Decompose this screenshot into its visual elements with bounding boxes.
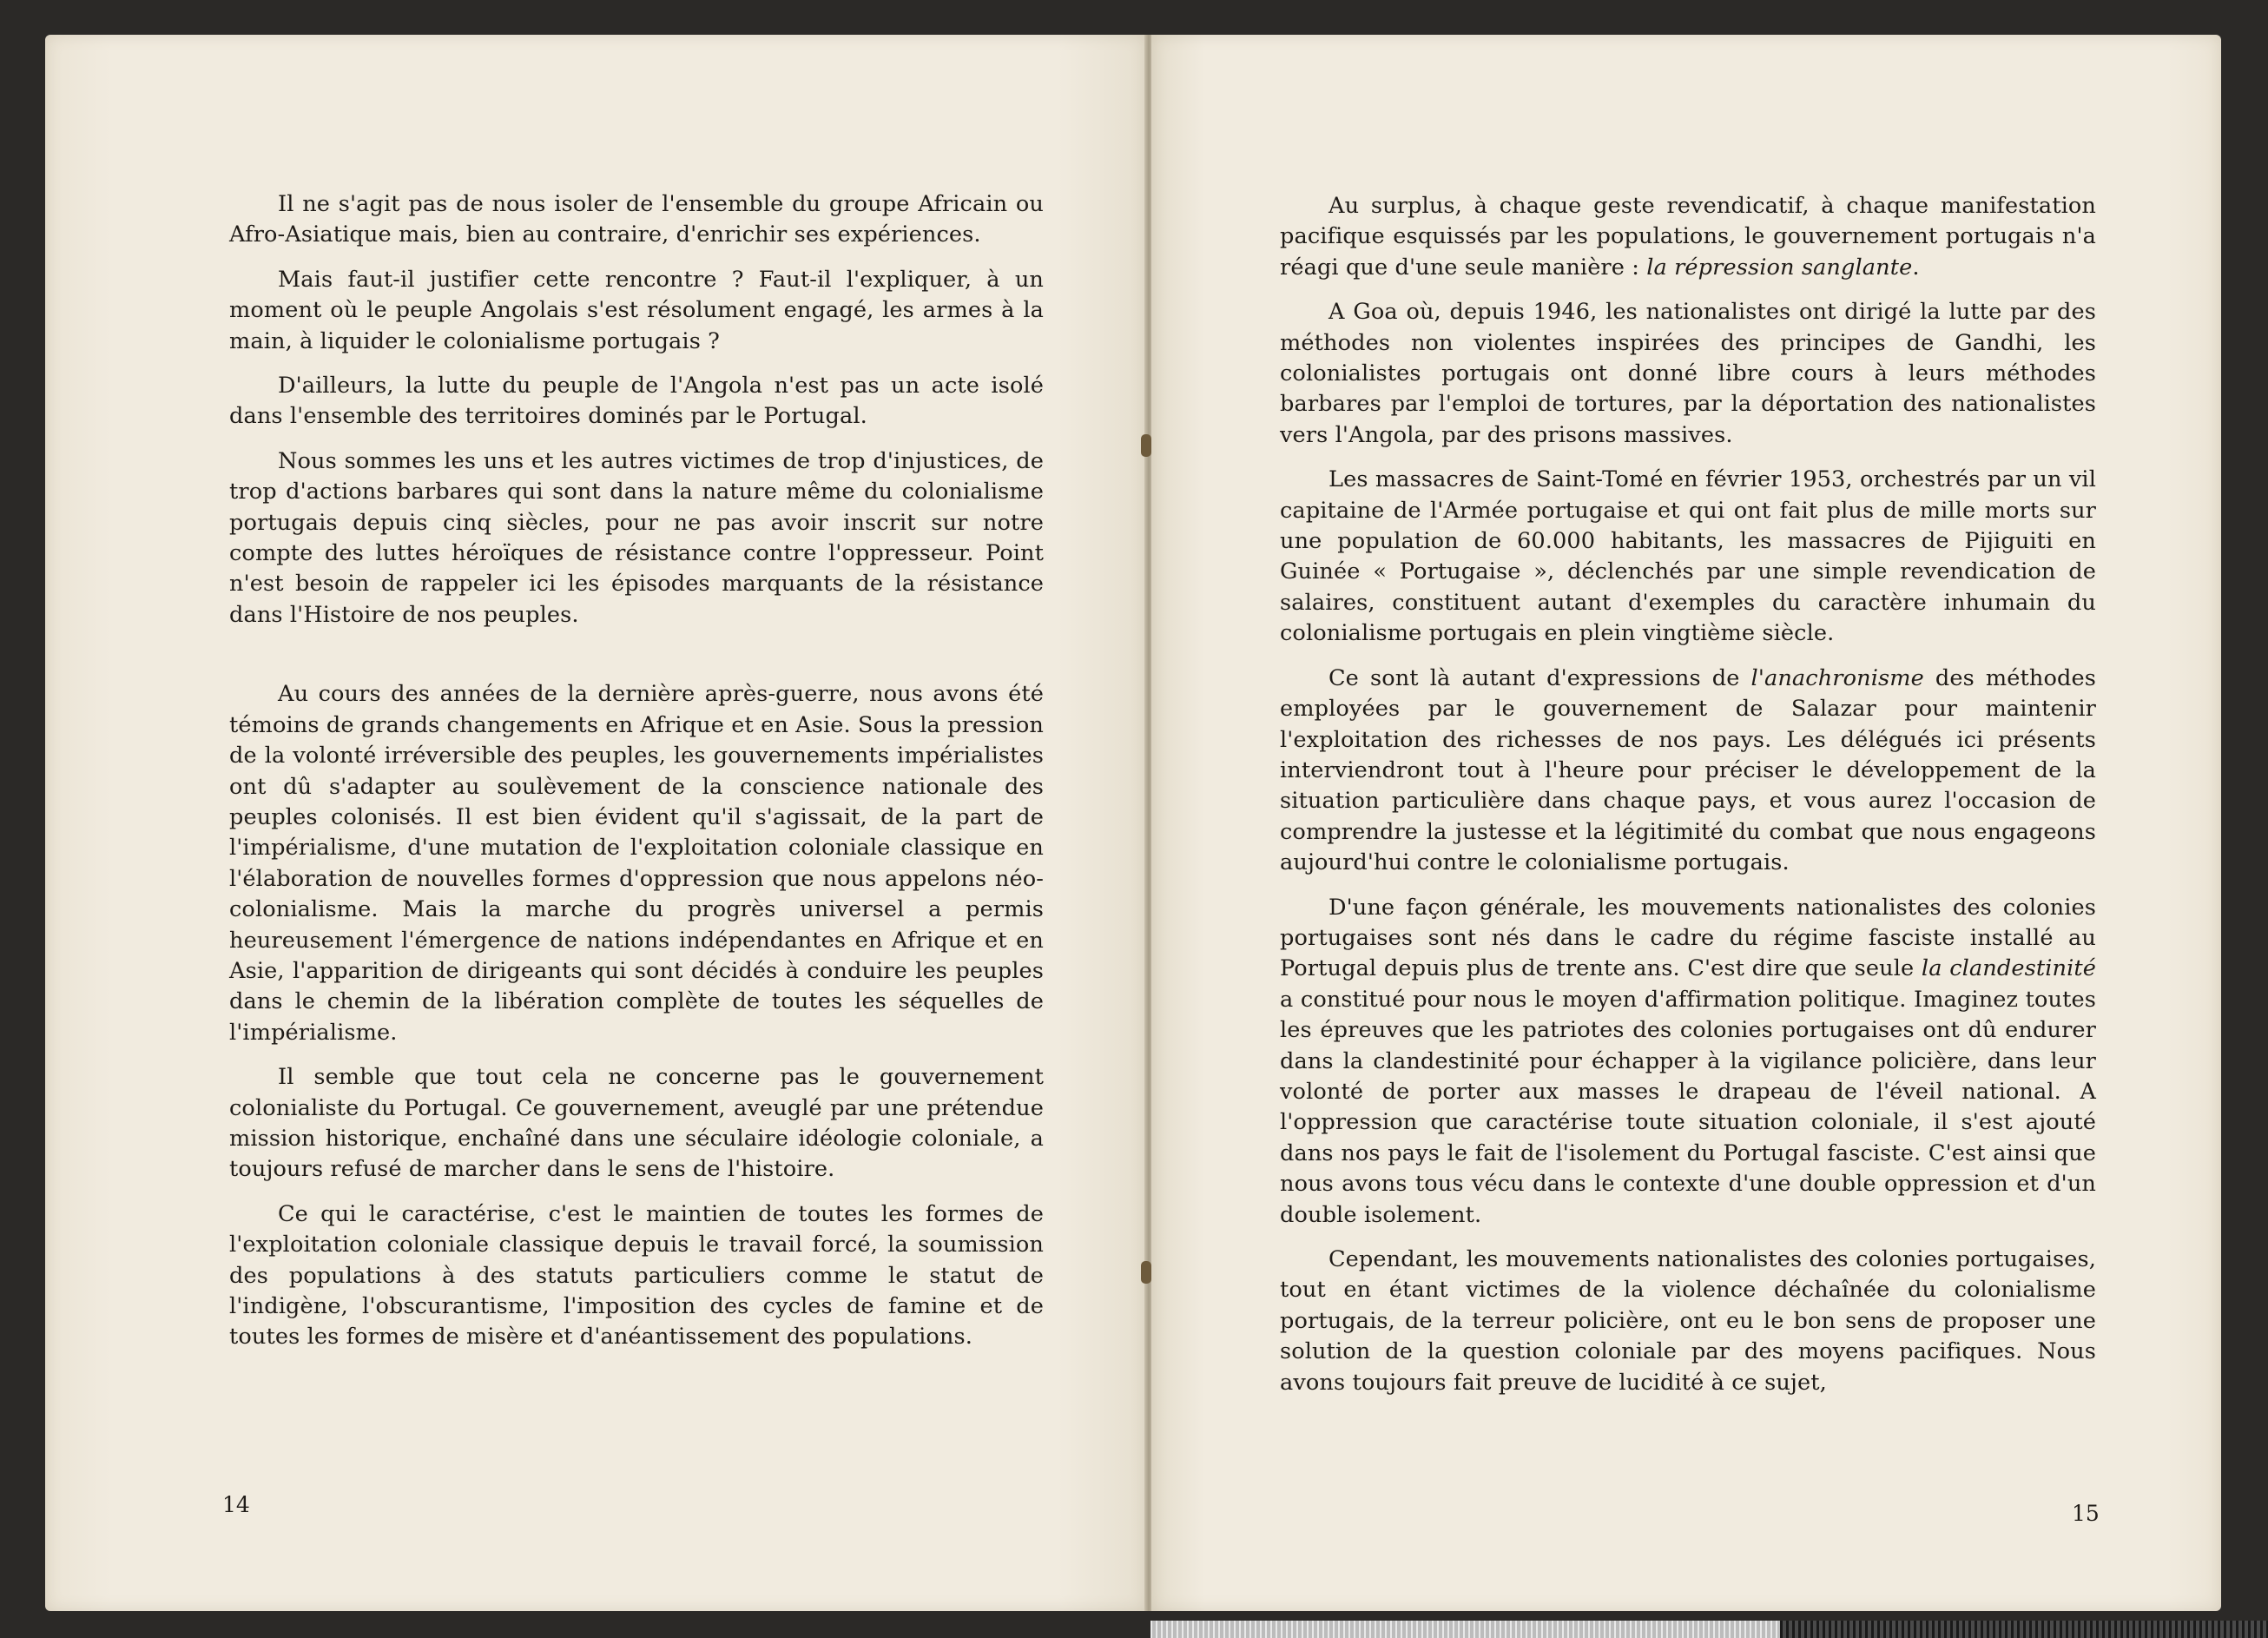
- right-page-text: [1280, 191, 2096, 1412]
- left-paragraph-5: Au cours des années de la dernière après-guerre, nous avons été témoins de grands changements en Afrique et en Asie. Sous la pression de la volonté irréversible des peuples, les gouvernements impérialistes ont dû s'adapter au soulèvement de la conscience nationale des peuples colonisés. Il est bien évident qu'il s'agissait, de la part de l'impérialisme, d'une mutation de l'exploitation coloniale classique en l'élaboration de nouvelles formes d'oppression que nous appelons néo-colonialisme. Mais la marche du progrès universel a permis heureusement l'émergence de nations indépendantes en Afrique et en Asie, l'apparition de dirigeants qui sont décidés à conduire les peuples dans le chemin de la libération complète de toutes les séquelles de l'impérialisme.: [229, 681, 1044, 1046]
- right-p5-italic: la clandestinité: [1921, 955, 2096, 982]
- right-p1-text-b: .: [1912, 254, 1920, 281]
- right-page-number: 15: [2072, 1501, 2100, 1526]
- left-paragraph-3: D'ailleurs, la lutte du peuple de l'Angola n'est pas un acte isolé dans l'ensemble des territoires dominés par le Portugal.: [229, 373, 1044, 430]
- right-page: [1151, 35, 2221, 1611]
- right-p4-text-a: Ce sont là autant d'expressions de: [1328, 664, 1751, 691]
- right-p1-text-a: Au surplus, à chaque geste revendicatif, à chaque manifestation pacifique esquissés par les populations, le gouvernement portugais n'a réagi que d'une seule manière :: [1280, 193, 2096, 281]
- right-p5-text-a: D'une façon générale, les mouvements nationalistes des colonies portugaises sont nés dans le cadre du régime fasciste installé au Portugal depuis plus de trente ans. C'est dire que seule: [1280, 894, 2096, 982]
- right-paragraph-4: [1280, 664, 2096, 879]
- right-paragraph-5: [1280, 893, 2096, 1231]
- right-p1-italic: la répression sanglante: [1646, 254, 1913, 281]
- right-paragraph-6: Cependant, les mouvements nationalistes des colonies portugaises, tout en étant victimes de la violence déchaînée du colonialisme portugais, de la terreur policière, ont eu le bon sens de proposer une solution de la question coloniale par des moyens pacifiques. Nous avons toujours fait preuve de lucidité à ce sujet,: [1280, 1246, 2096, 1396]
- left-paragraph-6: Il semble que tout cela ne concerne pas le gouvernement colonialiste du Portugal. Ce gouvernement, aveuglé par une prétendue mission historique, enchaîné dans une séculaire idéologie coloniale, a toujours refusé de marcher dans le sens de l'histoire.: [229, 1064, 1044, 1183]
- left-paragraph-7: Ce qui le caractérise, c'est le maintien de toutes les formes de l'exploitation coloniale classique depuis le travail forcé, la soumission des populations à des statuts particuliers comme le statut de l'indigène, l'obscurantisme, l'imposition des cycles de famine et de toutes les formes de misère et d'anéantissement des populations.: [229, 1200, 1044, 1351]
- right-p5-text-b: a constitué pour nous le moyen d'affirmation politique. Imaginez toutes les épreuves que les patriotes des colonies portugaises ont dû endurer dans la clandestinité pour échapper à la vigilance policière, dans leur volonté de porter aux masses le drapeau de l'éveil national. A l'oppression que caractérise toute situation coloniale, il s'est ajouté dans nos pays le fait de l'isolement du Portugal fasciste. C'est ainsi que nous avons tous vécu dans le contexte d'une double oppression et d'un double isolement.: [1280, 986, 2096, 1228]
- right-paragraph-2: A Goa où, depuis 1946, les nationalistes ont dirigé la lutte par des méthodes non violentes inspirées des principes de Gandhi, les colonialistes portugais ont donné libre cours à leurs méthodes barbares par l'emploi de tortures, par la déportation des nationalistes vers l'Angola, par des prisons massives.: [1280, 299, 2096, 448]
- scale-ruler-dark-segment: [1780, 1621, 2268, 1638]
- right-p4-italic: l'anachronisme: [1750, 664, 1924, 691]
- right-p4-text-b: des méthodes employées par le gouvernement de Salazar pour maintenir l'exploitation des richesses de nos pays. Les délégués ici présents interviendront tout à l'heure pour préciser le développement de la situation particulière dans chaque pays, et vous aurez l'occasion de comprendre la justesse et la légitimité du combat que nous engageons aujourd'hui contre le colonialisme portugais.: [1280, 664, 2096, 876]
- staple-top: [1141, 434, 1151, 457]
- left-page-text: [229, 189, 1044, 1367]
- left-page-number: 14: [222, 1492, 250, 1517]
- left-paragraph-1: Il ne s'agit pas de nous isoler de l'ensemble du groupe Africain ou Afro-Asiatique mais, bien au contraire, d'enrichir ses expériences.: [229, 191, 1044, 248]
- staple-bottom: [1141, 1261, 1151, 1284]
- right-paragraph-3: Les massacres de Saint-Tomé en février 1953, orchestrés par un vil capitaine de l'Armée portugaise et qui ont fait plus de mille morts sur une population de 60.000 habitants, les massacres de Pijiguiti en Guinée « Portugaise », déclenchés par une simple revendication de salaires, constituent autant d'exemples du caractère inhumain du colonialisme portugais en plein vingtième siècle.: [1280, 466, 2096, 647]
- left-paragraph-2: Mais faut-il justifier cette rencontre ? Faut-il l'expliquer, à un moment où le peuple Angolais s'est résolument engagé, les armes à la main, à liquider le colonialisme portugais ?: [229, 266, 1044, 354]
- left-page: [45, 35, 1146, 1611]
- right-paragraph-1: [1280, 191, 2096, 283]
- left-paragraph-4: Nous sommes les uns et les autres victimes de trop d'injustices, de trop d'actions barbares qui sont dans la nature même du colonialisme portugais depuis cinq siècles, pour ne pas avoir inscrit sur notre compte des luttes héroïques de résistance contre l'oppresseur. Point n'est besoin de rappeler ici les épisodes marquants de la résistance dans l'Histoire de nos peuples.: [229, 447, 1044, 628]
